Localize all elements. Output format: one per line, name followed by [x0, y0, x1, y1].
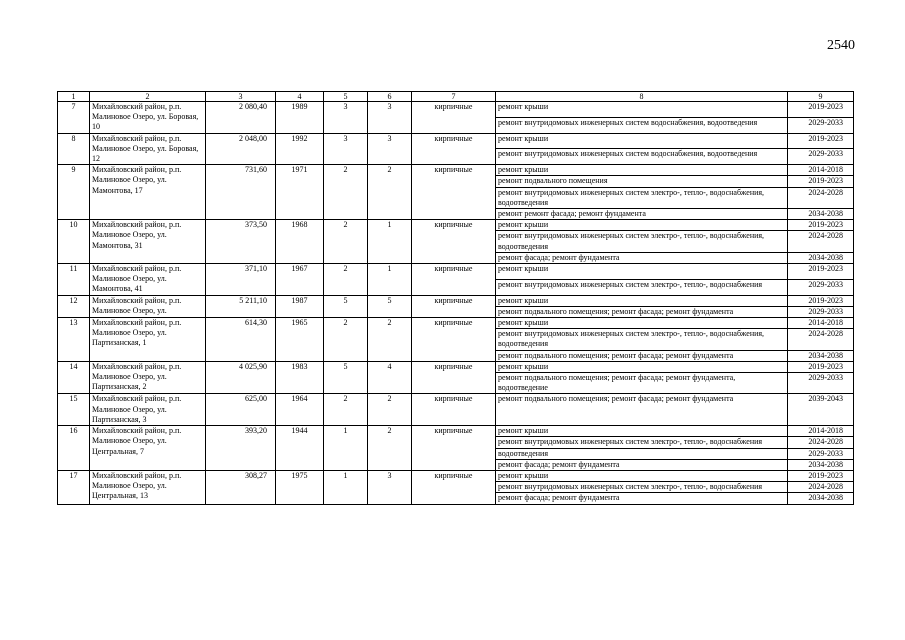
- table-body: [58, 102, 854, 505]
- entrance-count: 2: [368, 394, 412, 426]
- table-row: [58, 361, 854, 372]
- repair-work-type: ремонт ремонт фасада; ремонт фундамента: [496, 209, 788, 220]
- repair-period: 2034-2038: [788, 459, 854, 470]
- repair-period: 2019-2023: [788, 361, 854, 372]
- floor-count: 2: [324, 318, 368, 362]
- construction-year: 1971: [276, 165, 324, 220]
- wall-material: кирпичные: [412, 295, 496, 317]
- repair-work-type: водоотведения: [496, 448, 788, 459]
- repair-work-type: ремонт крыши: [496, 361, 788, 372]
- repair-period: 2024-2028: [788, 482, 854, 493]
- housing-repair-table: [57, 91, 854, 505]
- entrance-count: 5: [368, 295, 412, 317]
- repair-work-type: ремонт крыши: [496, 220, 788, 231]
- wall-material: кирпичные: [412, 220, 496, 264]
- column-header: 5: [324, 92, 368, 102]
- floor-count: 5: [324, 295, 368, 317]
- table-row: [58, 426, 854, 437]
- entrance-count: 3: [368, 102, 412, 134]
- building-address: Михайловский район, р.п. Малиновое Озеро, ул. Мамонтова, 17: [90, 165, 206, 220]
- construction-year: 1975: [276, 470, 324, 504]
- repair-work-type: ремонт подвального помещения; ремонт фасада; ремонт фундамента: [496, 394, 788, 426]
- floor-count: 3: [324, 133, 368, 165]
- repair-work-type: ремонт внутридомовых инженерных систем водоснабжения, водоотведения: [496, 149, 788, 165]
- repair-period: 2034-2038: [788, 350, 854, 361]
- column-header: 3: [206, 92, 276, 102]
- page-number: 2540: [827, 38, 855, 53]
- entrance-count: 1: [368, 264, 412, 296]
- building-area: 371,10: [206, 264, 276, 296]
- wall-material: кирпичные: [412, 361, 496, 394]
- building-area: 2 080,40: [206, 102, 276, 134]
- construction-year: 1983: [276, 361, 324, 394]
- column-header: 9: [788, 92, 854, 102]
- column-header: 8: [496, 92, 788, 102]
- repair-work-type: ремонт крыши: [496, 318, 788, 329]
- table-row: [58, 165, 854, 176]
- repair-work-type: ремонт внутридомовых инженерных систем электро-, тепло-, водоснабжения, водоотведения: [496, 231, 788, 252]
- floor-count: 2: [324, 394, 368, 426]
- repair-period: 2024-2028: [788, 437, 854, 448]
- wall-material: кирпичные: [412, 470, 496, 504]
- repair-work-type: ремонт крыши: [496, 264, 788, 280]
- column-header: 4: [276, 92, 324, 102]
- row-number: 10: [58, 220, 90, 264]
- floor-count: 2: [324, 264, 368, 296]
- row-number: 11: [58, 264, 90, 296]
- row-number: 13: [58, 318, 90, 362]
- construction-year: 1965: [276, 318, 324, 362]
- repair-work-type: ремонт фасада; ремонт фундамента: [496, 459, 788, 470]
- repair-work-type: ремонт подвального помещения: [496, 176, 788, 187]
- table-row: [58, 220, 854, 231]
- repair-period: 2014-2018: [788, 318, 854, 329]
- repair-work-type: ремонт крыши: [496, 426, 788, 437]
- entrance-count: 3: [368, 133, 412, 165]
- repair-work-type: ремонт внутридомовых инженерных систем электро-, тепло-, водоснабжения: [496, 279, 788, 295]
- building-address: Михайловский район, р.п. Малиновое Озеро, ул. Мамонтова, 41: [90, 264, 206, 296]
- building-address: Михайловский район, р.п. Малиновое Озеро, ул. Центральная, 13: [90, 470, 206, 504]
- construction-year: 1944: [276, 426, 324, 471]
- repair-period: 2024-2028: [788, 187, 854, 208]
- floor-count: 2: [324, 165, 368, 220]
- entrance-count: 4: [368, 361, 412, 394]
- row-number: 16: [58, 426, 90, 471]
- column-header: 2: [90, 92, 206, 102]
- floor-count: 2: [324, 220, 368, 264]
- repair-work-type: ремонт внутридомовых инженерных систем электро-, тепло-, водоснабжения: [496, 482, 788, 493]
- building-address: Михайловский район, р.п. Малиновое Озеро, ул.: [90, 295, 206, 317]
- wall-material: кирпичные: [412, 102, 496, 134]
- building-area: 614,30: [206, 318, 276, 362]
- repair-period: 2024-2028: [788, 231, 854, 252]
- table-row: [58, 133, 854, 149]
- repair-work-type: ремонт фасада; ремонт фундамента: [496, 493, 788, 504]
- repair-work-type: ремонт подвального помещения; ремонт фасада; ремонт фундамента: [496, 350, 788, 361]
- building-area: 393,20: [206, 426, 276, 471]
- repair-work-type: ремонт внутридомовых инженерных систем водоснабжения, водоотведения: [496, 117, 788, 133]
- repair-period: 2029-2033: [788, 306, 854, 317]
- repair-period: 2019-2023: [788, 176, 854, 187]
- building-area: 2 048,00: [206, 133, 276, 165]
- repair-work-type: ремонт внутридомовых инженерных систем электро-, тепло-, водоснабжения, водоотведения: [496, 187, 788, 208]
- repair-period: 2019-2023: [788, 220, 854, 231]
- construction-year: 1989: [276, 102, 324, 134]
- table-row: [58, 264, 854, 280]
- construction-year: 1964: [276, 394, 324, 426]
- repair-work-type: ремонт внутридомовых инженерных систем электро-, тепло-, водоснабжения, водоотведения: [496, 329, 788, 350]
- table-row: [58, 394, 854, 426]
- row-number: 7: [58, 102, 90, 134]
- building-area: 731,60: [206, 165, 276, 220]
- wall-material: кирпичные: [412, 133, 496, 165]
- repair-work-type: ремонт подвального помещения; ремонт фасада; ремонт фундамента: [496, 306, 788, 317]
- row-number: 12: [58, 295, 90, 317]
- repair-period: 2019-2023: [788, 133, 854, 149]
- wall-material: кирпичные: [412, 165, 496, 220]
- construction-year: 1987: [276, 295, 324, 317]
- repair-work-type: ремонт крыши: [496, 470, 788, 481]
- row-number: 9: [58, 165, 90, 220]
- repair-work-type: ремонт крыши: [496, 295, 788, 306]
- repair-period: 2034-2038: [788, 493, 854, 504]
- building-address: Михайловский район, р.п. Малиновое Озеро, ул. Партизанская, 1: [90, 318, 206, 362]
- wall-material: кирпичные: [412, 394, 496, 426]
- repair-period: 2029-2033: [788, 149, 854, 165]
- floor-count: 1: [324, 426, 368, 471]
- repair-period: 2019-2023: [788, 102, 854, 118]
- table-row: [58, 318, 854, 329]
- repair-period: 2014-2018: [788, 165, 854, 176]
- row-number: 8: [58, 133, 90, 165]
- entrance-count: 3: [368, 470, 412, 504]
- building-address: Михайловский район, р.п. Малиновое Озеро, ул. Боровая, 10: [90, 102, 206, 134]
- repair-period: 2029-2033: [788, 117, 854, 133]
- repair-period: 2024-2028: [788, 329, 854, 350]
- building-address: Михайловский район, р.п. Малиновое Озеро, ул. Боровая, 12: [90, 133, 206, 165]
- wall-material: кирпичные: [412, 426, 496, 471]
- entrance-count: 1: [368, 220, 412, 264]
- repair-work-type: ремонт фасада; ремонт фундамента: [496, 252, 788, 263]
- floor-count: 1: [324, 470, 368, 504]
- repair-period: 2034-2038: [788, 252, 854, 263]
- entrance-count: 2: [368, 426, 412, 471]
- building-address: Михайловский район, р.п. Малиновое Озеро, ул. Партизанская, 3: [90, 394, 206, 426]
- repair-period: 2029-2033: [788, 279, 854, 295]
- wall-material: кирпичные: [412, 318, 496, 362]
- column-header: 7: [412, 92, 496, 102]
- row-number: 17: [58, 470, 90, 504]
- repair-period: 2029-2033: [788, 373, 854, 394]
- building-address: Михайловский район, р.п. Малиновое Озеро, ул. Партизанская, 2: [90, 361, 206, 394]
- entrance-count: 2: [368, 165, 412, 220]
- construction-year: 1967: [276, 264, 324, 296]
- floor-count: 3: [324, 102, 368, 134]
- repair-work-type: ремонт крыши: [496, 165, 788, 176]
- repair-period: 2019-2023: [788, 295, 854, 306]
- column-number-row: [58, 92, 854, 102]
- repair-period: 2014-2018: [788, 426, 854, 437]
- construction-year: 1992: [276, 133, 324, 165]
- entrance-count: 2: [368, 318, 412, 362]
- repair-period: 2039-2043: [788, 394, 854, 426]
- repair-period: 2034-2038: [788, 209, 854, 220]
- repair-period: 2019-2023: [788, 470, 854, 481]
- wall-material: кирпичные: [412, 264, 496, 296]
- column-header: 6: [368, 92, 412, 102]
- repair-period: 2029-2033: [788, 448, 854, 459]
- floor-count: 5: [324, 361, 368, 394]
- table-row: [58, 470, 854, 481]
- repair-work-type: ремонт внутридомовых инженерных систем электро-, тепло-, водоснабжения: [496, 437, 788, 448]
- column-header: 1: [58, 92, 90, 102]
- building-area: 308,27: [206, 470, 276, 504]
- building-area: 5 211,10: [206, 295, 276, 317]
- construction-year: 1968: [276, 220, 324, 264]
- building-area: 625,00: [206, 394, 276, 426]
- building-address: Михайловский район, р.п. Малиновое Озеро, ул. Мамонтова, 31: [90, 220, 206, 264]
- row-number: 15: [58, 394, 90, 426]
- table-row: [58, 102, 854, 118]
- building-area: 373,50: [206, 220, 276, 264]
- building-area: 4 025,90: [206, 361, 276, 394]
- repair-work-type: ремонт крыши: [496, 133, 788, 149]
- building-address: Михайловский район, р.п. Малиновое Озеро, ул. Центральная, 7: [90, 426, 206, 471]
- row-number: 14: [58, 361, 90, 394]
- table-row: [58, 295, 854, 306]
- repair-work-type: ремонт подвального помещения; ремонт фасада; ремонт фундамента, водоотведение: [496, 373, 788, 394]
- repair-work-type: ремонт крыши: [496, 102, 788, 118]
- repair-period: 2019-2023: [788, 264, 854, 280]
